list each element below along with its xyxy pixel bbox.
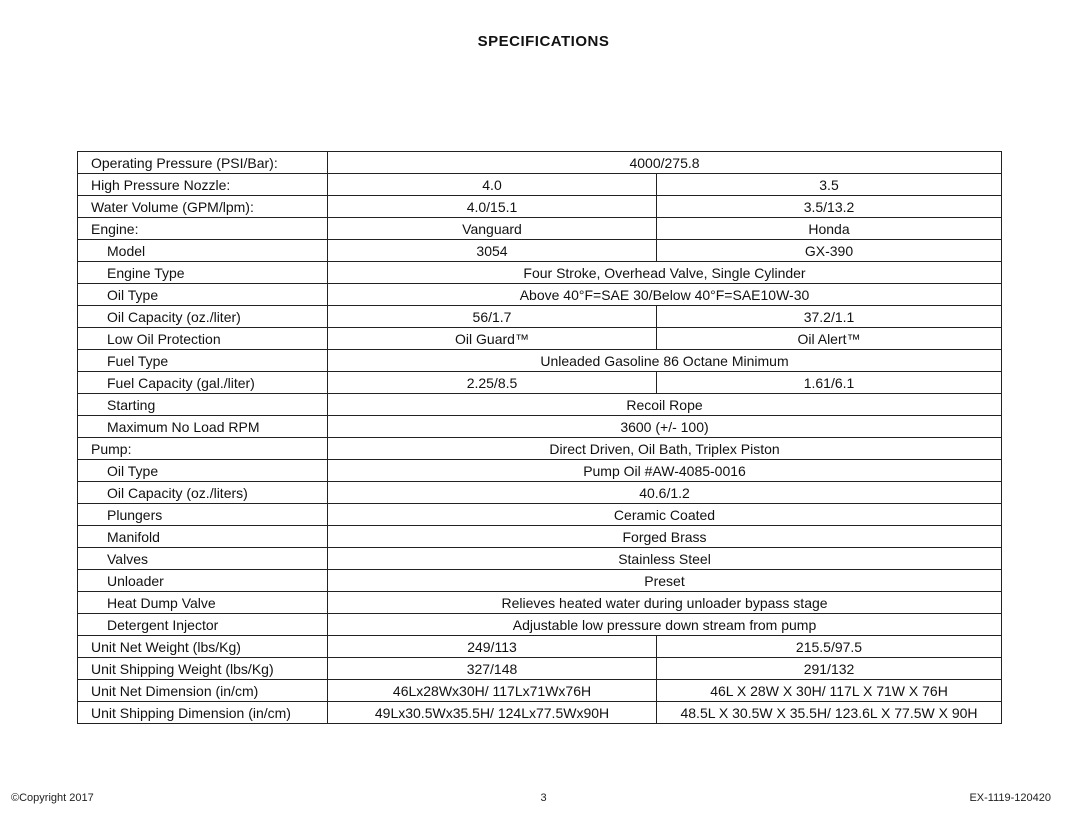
spec-label: Low Oil Protection <box>78 328 328 350</box>
table-row <box>78 394 1002 416</box>
spec-label: Fuel Type <box>78 350 328 372</box>
table-row <box>78 350 1002 372</box>
spec-label: Unit Shipping Dimension (in/cm) <box>78 702 328 724</box>
spec-label: Plungers <box>78 504 328 526</box>
table-row <box>78 174 1002 196</box>
table-row <box>78 636 1002 658</box>
spec-label: Water Volume (GPM/lpm): <box>78 196 328 218</box>
table-row <box>78 614 1002 636</box>
spec-value: Preset <box>328 570 1002 592</box>
table-row <box>78 680 1002 702</box>
spec-value: 327/148 <box>328 658 657 680</box>
spec-label: Oil Capacity (oz./liter) <box>78 306 328 328</box>
spec-value: 46L X 28W X 30H/ 117L X 71W X 76H <box>657 680 1002 702</box>
spec-label: Engine Type <box>78 262 328 284</box>
spec-value: 4.0/15.1 <box>328 196 657 218</box>
table-row <box>78 482 1002 504</box>
spec-value: 4000/275.8 <box>328 152 1002 174</box>
spec-label: Unloader <box>78 570 328 592</box>
spec-value: 291/132 <box>657 658 1002 680</box>
spec-value: Relieves heated water during unloader bypass stage <box>328 592 1002 614</box>
table-row <box>78 284 1002 306</box>
spec-value: Forged Brass <box>328 526 1002 548</box>
spec-value: 3.5 <box>657 174 1002 196</box>
spec-value: 215.5/97.5 <box>657 636 1002 658</box>
spec-value: Recoil Rope <box>328 394 1002 416</box>
spec-value: 1.61/6.1 <box>657 372 1002 394</box>
spec-value: GX-390 <box>657 240 1002 262</box>
table-row <box>78 262 1002 284</box>
spec-value: Above 40°F=SAE 30/Below 40°F=SAE10W-30 <box>328 284 1002 306</box>
spec-value: Honda <box>657 218 1002 240</box>
spec-label: Operating Pressure (PSI/Bar): <box>78 152 328 174</box>
spec-label: Model <box>78 240 328 262</box>
copyright-text: ©Copyright 2017 <box>11 792 94 804</box>
spec-label: Maximum No Load RPM <box>78 416 328 438</box>
page-number: 3 <box>540 792 547 804</box>
spec-value: Pump Oil #AW-4085-0016 <box>328 460 1002 482</box>
table-row <box>78 548 1002 570</box>
spec-label: Manifold <box>78 526 328 548</box>
spec-value: 3600 (+/- 100) <box>328 416 1002 438</box>
spec-label: Unit Net Weight (lbs/Kg) <box>78 636 328 658</box>
spec-value: Direct Driven, Oil Bath, Triplex Piston <box>328 438 1002 460</box>
spec-value: 46Lx28Wx30H/ 117Lx71Wx76H <box>328 680 657 702</box>
spec-value: Unleaded Gasoline 86 Octane Minimum <box>328 350 1002 372</box>
document-code: EX-1119-120420 <box>969 792 1051 804</box>
spec-value: Oil Guard™ <box>328 328 657 350</box>
table-row <box>78 328 1002 350</box>
table-row <box>78 218 1002 240</box>
table-row <box>78 152 1002 174</box>
spec-label: Pump: <box>78 438 328 460</box>
spec-label: Heat Dump Valve <box>78 592 328 614</box>
table-row <box>78 504 1002 526</box>
spec-label: Oil Capacity (oz./liters) <box>78 482 328 504</box>
table-row <box>78 570 1002 592</box>
table-row <box>78 460 1002 482</box>
spec-value: 56/1.7 <box>328 306 657 328</box>
spec-value: 3.5/13.2 <box>657 196 1002 218</box>
spec-label: Starting <box>78 394 328 416</box>
spec-value: 3054 <box>328 240 657 262</box>
spec-value: 4.0 <box>328 174 657 196</box>
table-row <box>78 196 1002 218</box>
page-title: SPECIFICATIONS <box>477 33 610 50</box>
spec-value: 37.2/1.1 <box>657 306 1002 328</box>
table-row <box>78 526 1002 548</box>
specifications-table <box>77 151 1002 724</box>
spec-value: 249/113 <box>328 636 657 658</box>
spec-label: Oil Type <box>78 284 328 306</box>
table-row <box>78 438 1002 460</box>
spec-value: Four Stroke, Overhead Valve, Single Cylinder <box>328 262 1002 284</box>
spec-value: Vanguard <box>328 218 657 240</box>
spec-value: 2.25/8.5 <box>328 372 657 394</box>
spec-label: Oil Type <box>78 460 328 482</box>
spec-value: 49Lx30.5Wx35.5H/ 124Lx77.5Wx90H <box>328 702 657 724</box>
spec-value: Ceramic Coated <box>328 504 1002 526</box>
spec-label: High Pressure Nozzle: <box>78 174 328 196</box>
table-row <box>78 658 1002 680</box>
spec-label: Detergent Injector <box>78 614 328 636</box>
spec-value: Adjustable low pressure down stream from pump <box>328 614 1002 636</box>
spec-label: Valves <box>78 548 328 570</box>
spec-value: 40.6/1.2 <box>328 482 1002 504</box>
table-row <box>78 592 1002 614</box>
spec-label: Engine: <box>78 218 328 240</box>
table-row <box>78 306 1002 328</box>
spec-value: 48.5L X 30.5W X 35.5H/ 123.6L X 77.5W X 90H <box>657 702 1002 724</box>
spec-label: Unit Shipping Weight (lbs/Kg) <box>78 658 328 680</box>
table-row <box>78 372 1002 394</box>
table-row <box>78 240 1002 262</box>
spec-value: Stainless Steel <box>328 548 1002 570</box>
spec-label: Fuel Capacity (gal./liter) <box>78 372 328 394</box>
table-row <box>78 702 1002 724</box>
spec-label: Unit Net Dimension (in/cm) <box>78 680 328 702</box>
table-row <box>78 416 1002 438</box>
spec-value: Oil Alert™ <box>657 328 1002 350</box>
